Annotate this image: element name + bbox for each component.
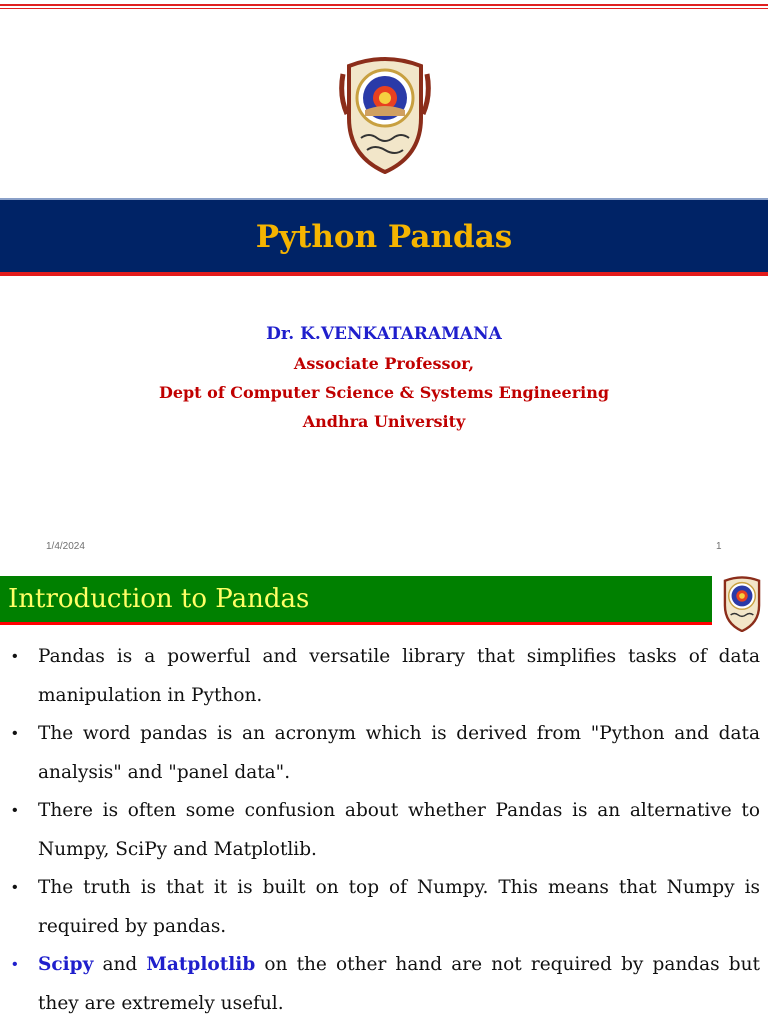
list-item: • The word pandas is an acronym which is derived from "Python and data analysis" and "panel data".: [12, 715, 760, 792]
slide-number: 1: [716, 541, 722, 552]
university-emblem-small-icon: [714, 576, 768, 632]
content-slide: [0, 574, 768, 1024]
slide-date: 1/4/2024: [46, 541, 85, 552]
keyword-scipy: Scipy: [38, 954, 94, 975]
keyword-matplotlib: Matplotlib: [146, 954, 256, 975]
title-underline: [0, 272, 768, 276]
author-position: Associate Professor,: [293, 354, 475, 373]
list-item: • There is often some confusion about whether Pandas is an alternative to Numpy, SciPy and Matplotlib.: [12, 792, 760, 869]
slide-title: Python Pandas: [255, 219, 513, 255]
author-department: Dept of Computer Science & Systems Engineering: [158, 383, 610, 402]
heading-band: [0, 576, 712, 622]
title-band: [0, 198, 768, 274]
top-divider: [0, 4, 768, 9]
list-item: • The truth is that it is built on top of Numpy. This means that Numpy is required by pandas.: [12, 869, 760, 946]
bullet-icon: •: [12, 648, 18, 665]
bullet-list: [12, 638, 760, 1023]
author-university: Andhra University: [302, 412, 466, 431]
university-emblem-icon: [339, 56, 431, 174]
list-item: • Scipy and Matplotlib on the other hand are not required by pandas but they are extremely useful.: [12, 946, 760, 1023]
slide-heading: Introduction to Pandas: [8, 584, 310, 614]
author-name: Dr. K.VENKATARAMANA: [266, 324, 502, 344]
bullet-icon: •: [12, 879, 18, 896]
bullet-icon: •: [12, 956, 18, 973]
list-item: • Pandas is a powerful and versatile library that simplifies tasks of data manipulation in Python.: [12, 638, 760, 715]
bullet-icon: •: [12, 802, 18, 819]
heading-underline: [0, 622, 712, 625]
bullet-icon: •: [12, 725, 18, 742]
